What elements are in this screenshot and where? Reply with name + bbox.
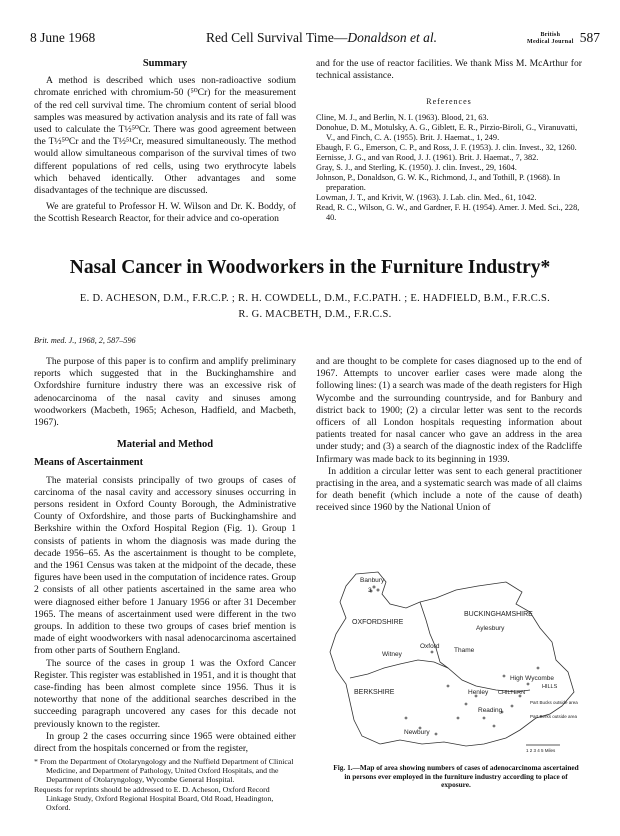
map-label-oxford: Oxford (420, 643, 440, 650)
map-label-part-bucks: Part Bucks outside area (530, 700, 578, 705)
map-label-chiltern: CHILTERN (498, 690, 526, 696)
reference-item: Johnson, P., Donaldson, G. W. K., Richmond, J., and Tothill, P. (1968). In preparation. (316, 172, 561, 192)
authors-line-2: R. G. MACBETH, D.M., F.R.C.S. (238, 309, 392, 320)
case-marker (377, 589, 380, 592)
authors-line-1: E. D. ACHESON, D.M., F.R.C.P. ; R. H. COWDELL, D.M., F.C.PATH. ; E. HADFIELD, B.M., F.R.C.S. (79, 293, 551, 304)
acknowledgement-paragraph: We are grateful to Professor H. W. Wilson and Dr. K. Boddy, of the Scottish Research Reactor, for their advice and co-operation (34, 201, 296, 225)
reference-item: Lowman, J. T., and Krivit, W. (1963). J. Lab. clin. Med., 61, 1042. (316, 192, 537, 202)
map-label-oxfordshire: OXFORDSHIRE (352, 619, 404, 626)
summary-paragraph: A method is described which uses non-radioactive sodium chromate enriched with chromium-50 (⁵⁰Cr) for the measurement of the red cell survival time. The chromium content of serial blood samples was measured by activation analysis and its rate of fall was used to calculate the T½⁵⁰Cr. There was good agreement between the T½⁵⁰Cr and the T½⁵¹Cr, measured simultaneously. The method would allow simultaneous comparison of the survival times of two different populations of red cells, using two erythrocyte labels which behaved identically. Other advantages and some disadvantages of the technique are discussed. (34, 75, 296, 197)
body-right-column (316, 356, 582, 515)
case-marker (431, 651, 434, 654)
body-paragraph: The material consists principally of two groups of cases of carcinoma of the nasal cavity and accessory sinuses occurring in persons resident in Oxford County Borough, the Administrative County of Oxfordshire, and those parts of Buckinghamshire and Berkshire within the Oxford Hospital Region (Fig. 1). Group 1 consists of patients in whom the diagnosis was made during the decade 1956–65. As the ascertainment is thought to be complete, and the 1961 Census was taken at the midpoint of the decade, these figures have been used in the computation of incidence rates. Group 2 consists of all other patients ascertained in the same area who were diagnosed either before 1 January 1956 or after 31 December 1965. The means of ascertainment used were different in the two groups. In addition to these two groups of cases brief mention is made of eight woodworkers with nasal adenocarcinoma ascertained from other parts of Southern England. (34, 474, 296, 657)
map-label-thame: Thame (454, 647, 475, 654)
header-journal-name: British Medical Journal (527, 32, 574, 45)
map-label-part-berks: Part Berks outside area (530, 714, 578, 719)
header-running-title: Red Cell Survival Time—Donaldson et al. (206, 30, 438, 45)
county-boundary (420, 602, 448, 668)
map-label-high-wycombe: High Wycombe (510, 675, 555, 682)
map-scale-label: 1 2 3 4 5 Miles (526, 748, 556, 753)
case-marker (537, 667, 540, 670)
case-marker (405, 717, 408, 720)
summary-heading: Summary (142, 58, 188, 69)
body-left-column (34, 356, 296, 755)
intro-paragraph: The purpose of this paper is to confirm and amplify preliminary reports which suggested that in the Buckinghamshire and Oxfordshire furniture industry there was an excessive risk of adenocarcinoma of the nasal cavity and sinuses among woodworkers (Macbeth, 1965; Acheson, Hadfield, and Macbeth, 1967). (34, 356, 296, 429)
region-boundary (330, 572, 574, 746)
article-citation: Brit. med. J., 1968, 2, 587–596 (34, 336, 136, 345)
material-method-heading: Material and Method (116, 439, 214, 451)
map-label-buckinghamshire: BUCKINGHAMSHIRE (464, 611, 533, 618)
reference-item: Cline, M. J., and Berlin, N. I. (1963). Blood, 21, 63. (316, 112, 489, 122)
summary-column (34, 58, 296, 226)
map-label-witney: Witney (382, 651, 402, 658)
body-paragraph: The source of the cases in group 1 was the Oxford Cancer Register. This register was established in 1951, and it is thought that case-finding has been almost complete since 1956. Thus it is noteworthy that none of the additional searches described in the succeeding paragraph uncovered any cases for this decade not previously known to the register. (34, 657, 296, 730)
footnote-reprints: Requests for reprints should be addressed to E. D. Acheson, Oxford Record Linkage Study, Oxford Regional Hospital Board, Old Road, Headington, Oxford. (34, 784, 274, 813)
case-marker (373, 586, 376, 589)
references-column (316, 58, 582, 223)
map-label-newbury: Newbury (404, 729, 430, 736)
header-page-number: 587 (579, 30, 600, 45)
area-map-figure (316, 568, 582, 758)
running-header (30, 30, 600, 50)
footnote-affiliation: * From the Department of Otolaryngology and the Nuffield Department of Clinical Medicine, and Department of Pathology, United Oxford Hospitals, and the Department of Otolaryngology, Wycombe General Hospital. (34, 757, 294, 785)
map-label-reading: Reading (478, 707, 503, 714)
map-label-banbury: Banbury (360, 577, 385, 584)
map-label-aylesbury: Aylesbury (476, 625, 505, 632)
body-paragraph: In group 2 the cases occurring since 1965 were obtained either direct from the hospitals concerned or from the register, (34, 730, 296, 755)
body-paragraph: In addition a circular letter was sent to each general practitioner practising in the area, and a systematic search was made of all claims for death benefit (which include a note of the cause of death) received since 1960 by the National Union of (316, 465, 582, 514)
map-label-berkshire: BERKSHIRE (354, 689, 395, 696)
body-paragraph: and are thought to be complete for cases diagnosed up to the end of 1967. Attempts to uncover earlier cases were made along the following lines: (1) a search was made of the death registers for High Wycombe and the surrounding countryside, and for Banbury and district back to 1900; (2) a circular letter was sent to the records officers of all London hospitals requesting information about patients treated for nasal cancer who gave an address in the area under study; and (3) a search of the diagnostic index of the Radcliffe Infirmary was made back to its beginning in 1939. (316, 356, 582, 465)
figure-caption: Fig. 1.—Map of area showing numbers of cases of adenocarcinoma ascertained in persons ever employed in the furniture industry according to place of exposure. (333, 763, 579, 790)
reference-item: Ebaugh, F. G., Emerson, C. P., and Ross, J. F. (1953). J. clin. Invest., 32, 1260. (316, 142, 577, 152)
header-date: 8 June 1968 (30, 30, 96, 45)
map-label-hills: HILLS (542, 684, 558, 690)
case-marker (447, 685, 450, 688)
reference-item: Eernisse, J. G., and van Rood, J. J. (1961). Brit. J. Haemat., 7, 382. (316, 152, 539, 162)
reference-item: Gray, S. J., and Sterling, K. (1950). J. clin. Invest., 29, 1604. (316, 162, 517, 172)
acknowledgement-continuation: and for the use of reactor facilities. We thank Miss M. McArthur for technical assistance. (316, 58, 582, 82)
article-authors (60, 291, 570, 323)
map-label-banbury-count: 3 (368, 587, 372, 594)
case-marker (435, 733, 438, 736)
map-label-henley: Henley (468, 689, 489, 696)
case-marker (503, 675, 506, 678)
article-title: Nasal Cancer in Woodworkers in the Furniture Industry* (69, 257, 551, 278)
ascertainment-subheading: Means of Ascertainment (34, 457, 144, 469)
footnotes (34, 757, 296, 812)
case-marker (527, 683, 530, 686)
case-marker (457, 717, 460, 720)
reference-item: Donohue, D. M., Motulsky, A. G., Giblett, E. R., Pirzio-Biroli, G., Viranuvatti, V., and Finch, C. A. (1955). Brit. J. Haemat., 1, 249. (316, 122, 578, 142)
case-marker (511, 705, 514, 708)
case-marker (483, 717, 486, 720)
references-heading: References (426, 97, 472, 107)
case-marker (493, 725, 496, 728)
reference-item: Read, R. C., Wilson, G. W., and Gardner, F. H. (1954). Amer. J. Med. Sci., 228, 40. (316, 202, 580, 222)
case-marker (465, 703, 468, 706)
